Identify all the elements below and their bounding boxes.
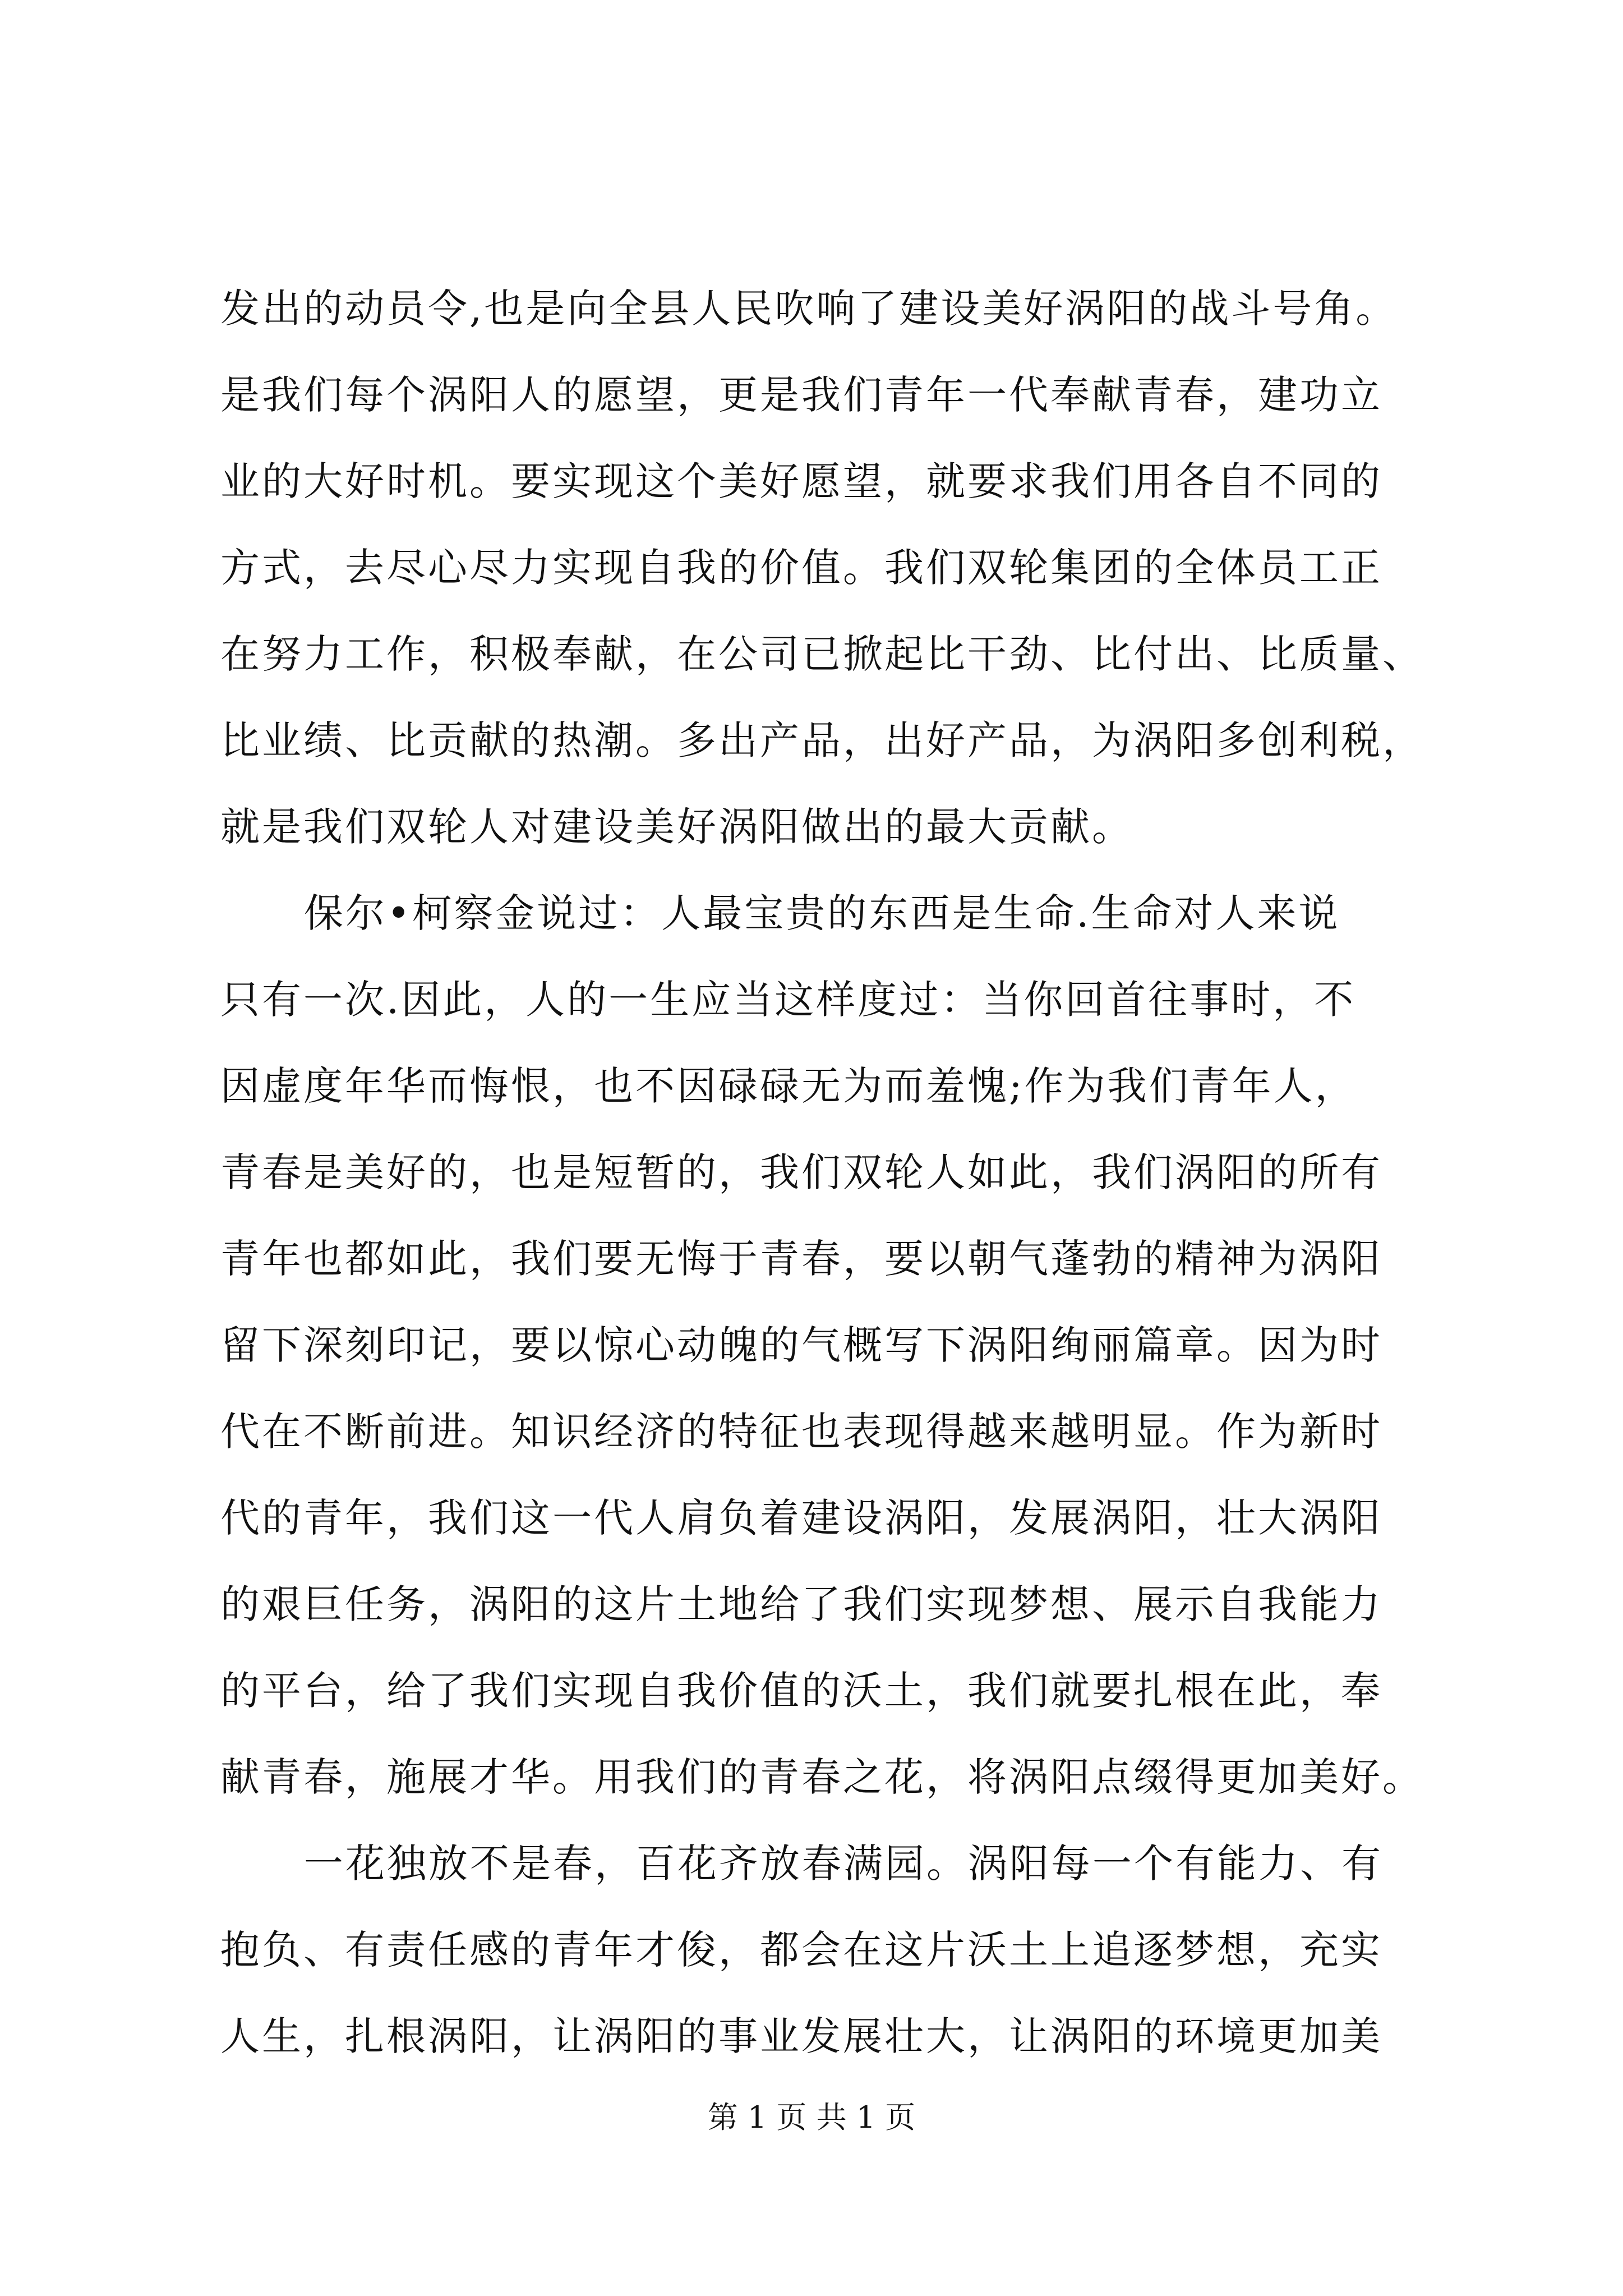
text-line: 发出的动员令,也是向全县人民吹响了建设美好涡阳的战斗号角。: [220, 286, 1398, 332]
paragraph-first-line: 保尔•柯察金说过：人最宝贵的东西是生命.生命对人来说: [304, 890, 1340, 936]
text-line: 比业绩、比贡献的热潮。多出产品，出好产品，为涡阳多创利税，: [220, 717, 1424, 763]
text-line: 抱负、有责任感的青年才俊，都会在这片沃土上追逐梦想，充实: [220, 1927, 1382, 1973]
text-line: 因虚度年华而悔恨，也不因碌碌无为而羞愧;作为我们青年人，: [220, 1063, 1357, 1109]
text-line: 的艰巨任务，涡阳的这片土地给了我们实现梦想、展示自我能力: [220, 1581, 1382, 1627]
text-line: 在努力工作，积极奉献，在公司已掀起比干劲、比付出、比质量、: [220, 631, 1424, 677]
text-line: 是我们每个涡阳人的愿望，更是我们青年一代奉献青春，建功立: [220, 372, 1382, 418]
text-line: 就是我们双轮人对建设美好涡阳做出的最大贡献。: [220, 804, 1133, 850]
text-line: 方式，去尽心尽力实现自我的价值。我们双轮集团的全体员工正: [220, 545, 1382, 591]
text-line: 留下深刻印记，要以惊心动魄的气概写下涡阳绚丽篇章。因为时: [220, 1322, 1382, 1368]
page-footer: [0, 2095, 1623, 2140]
text-line: 业的大好时机。要实现这个美好愿望，就要求我们用各自不同的: [220, 458, 1382, 504]
text-line: 代的青年，我们这一代人肩负着建设涡阳，发展涡阳，壮大涡阳: [220, 1495, 1382, 1541]
paragraph-first-line: 一花独放不是春，百花齐放春满园。涡阳每一个有能力、有: [304, 1841, 1383, 1887]
text-line: 青年也都如此，我们要无悔于青春，要以朝气蓬勃的精神为涡阳: [220, 1236, 1382, 1282]
text-line: 青春是美好的，也是短暂的，我们双轮人如此，我们涡阳的所有: [220, 1149, 1382, 1195]
text-line: 献青春，施展才华。用我们的青春之花，将涡阳点缀得更加美好。: [220, 1754, 1424, 1800]
page-number-label: 第 1 页 共 1 页: [707, 2100, 916, 2135]
text-line: 代在不断前进。知识经济的特征也表现得越来越明显。作为新时: [220, 1409, 1382, 1455]
text-line: 的平台，给了我们实现自我价值的沃土，我们就要扎根在此，奉: [220, 1668, 1382, 1714]
text-line: 只有一次.因此，人的一生应当这样度过：当你回首往事时，不: [220, 977, 1356, 1023]
text-line: 人生，扎根涡阳，让涡阳的事业发展壮大，让涡阳的环境更加美: [220, 2013, 1382, 2059]
